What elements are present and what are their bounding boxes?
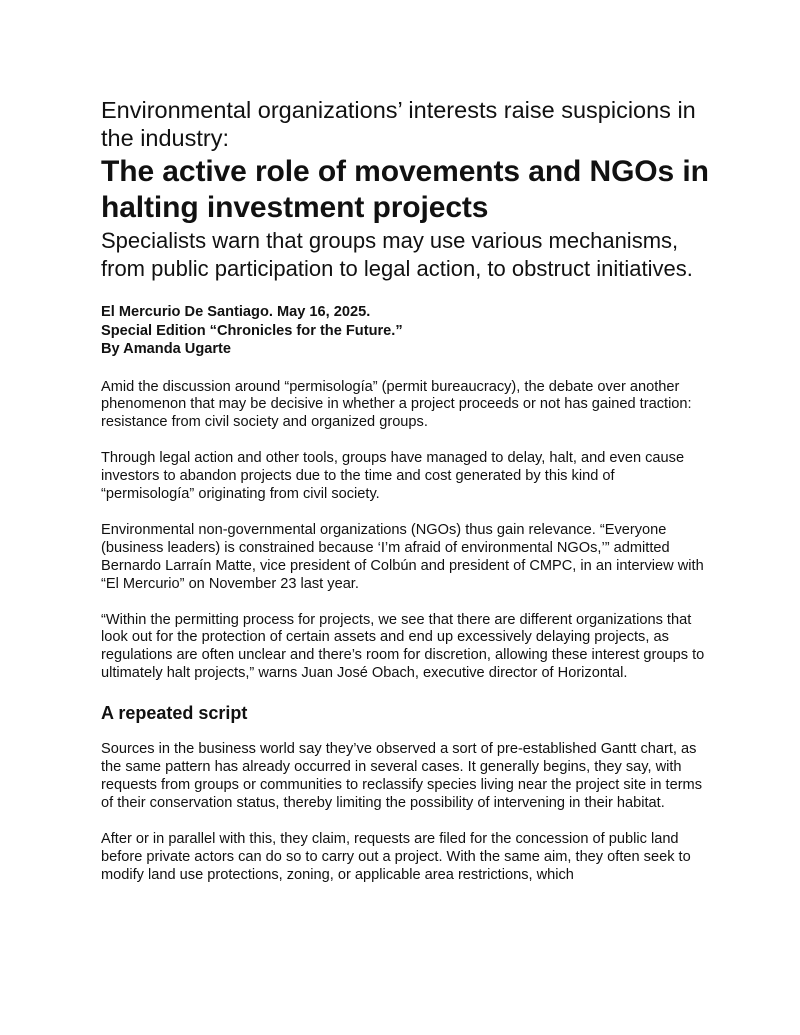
section-heading: A repeated script [101,703,248,724]
article [101,96,711,885]
paragraph: Amid the discussion around “permisología” (permit bureaucracy), the debate over another phenomenon that may be decisive in whether a project proceeds or not has gained traction: resistance from civil society and organized groups. [101,378,692,431]
byline-author: By Amanda Ugarte [101,341,232,357]
article-kicker: Environmental organizations’ interests raise suspicions in the industry: [101,97,696,151]
paragraph: Through legal action and other tools, groups have managed to delay, halt, and even cause investors to abandon projects due to the time and cost generated by this kind of “permisología” originating from civil society. [101,450,685,503]
paragraph: “Within the permitting process for projects, we see that there are different organizations that look out for the protection of certain assets and end up excessively delaying projects, as regulations are often unclear and there’s room for discretion, allowing these interest groups to ultimately halt projects,” warns Juan José Obach, executive director of Horizontal. [101,611,705,682]
paragraph: Sources in the business world say they’ve observed a sort of pre-established Gantt chart, as the same pattern has already occurred in several cases. It generally begins, they say, with requests from groups or communities to reclassify species living near the project site in terms of their conservation status, thereby limiting the possibility of intervening in their habitat. [101,741,703,811]
paragraph: After or in parallel with this, they claim, requests are filed for the concession of public land before private actors can do so to carry out a project. With the same aim, they often seek to modify land use protections, zoning, or applicable area restrictions, which [101,830,691,883]
article-subtitle: Specialists warn that groups may use various mechanisms, from public participation to legal action, to obstruct initiatives. [101,228,693,281]
byline-edition: Special Edition “Chronicles for the Future.” [101,322,403,339]
byline-source: El Mercurio De Santiago. May 16, 2025. [101,304,371,320]
paragraph: Environmental non-governmental organizations (NGOs) thus gain relevance. “Everyone (business leaders) is constrained because ‘I’m afraid of environmental NGOs,’” admitted Bernardo Larraín Matte, vice president of Colbún and president of CMPC, in an interview with “El Mercurio” on November 23 last year. [101,521,704,592]
byline [101,303,711,359]
article-title: The active role of movements and NGOs in halting investment projects [101,155,709,224]
